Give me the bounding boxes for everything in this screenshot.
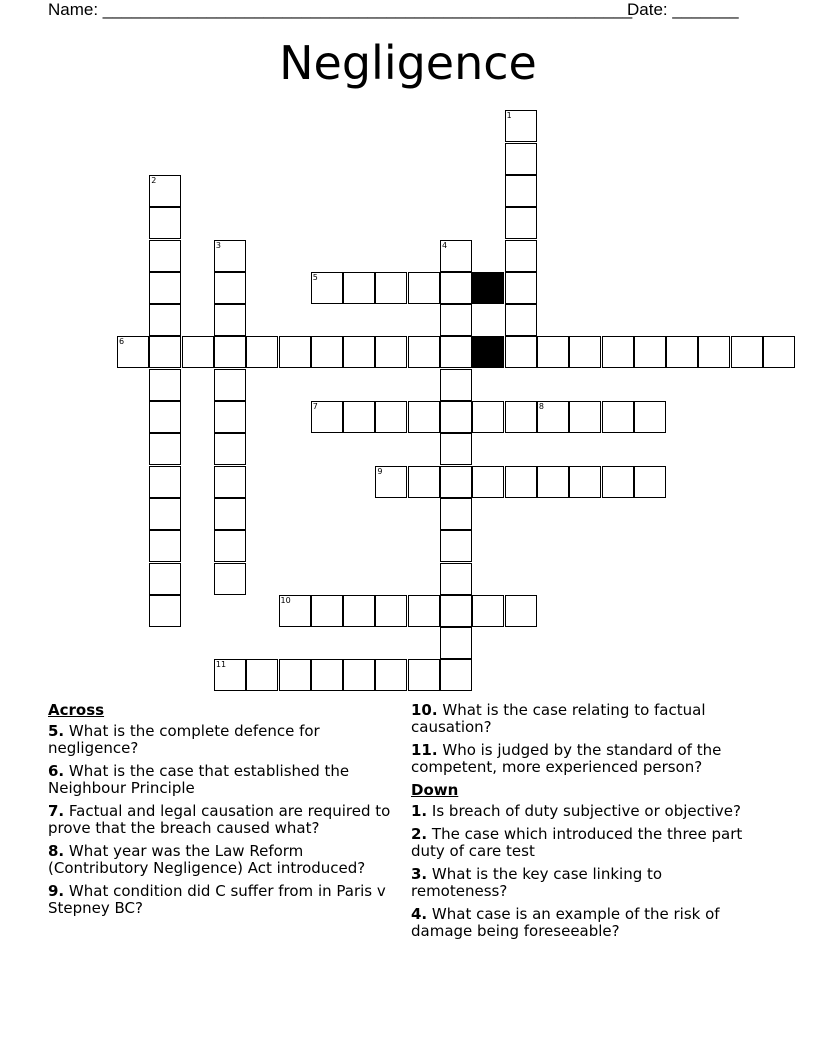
down-heading: Down bbox=[411, 781, 459, 799]
grid-cell[interactable] bbox=[214, 530, 246, 562]
grid-cell[interactable] bbox=[472, 595, 504, 627]
grid-cell[interactable] bbox=[440, 627, 472, 659]
clue-number: 11. bbox=[411, 741, 438, 759]
clue-number: 8. bbox=[48, 842, 65, 860]
cell-number: 1 bbox=[506, 111, 512, 121]
cell-number: 8 bbox=[538, 402, 544, 411]
grid-cell[interactable] bbox=[149, 498, 181, 530]
grid-cell[interactable] bbox=[505, 272, 537, 304]
grid-cell[interactable] bbox=[505, 336, 537, 368]
grid-cell[interactable] bbox=[246, 336, 278, 368]
grid-cell[interactable] bbox=[375, 595, 407, 627]
grid-cell[interactable] bbox=[279, 659, 311, 691]
grid-cell[interactable] bbox=[440, 240, 472, 272]
grid-cell[interactable] bbox=[602, 401, 634, 433]
clue-down-3 bbox=[411, 866, 756, 900]
grid-cell[interactable] bbox=[214, 433, 246, 465]
clue-across-5 bbox=[48, 723, 393, 757]
grid-cell[interactable] bbox=[440, 336, 472, 368]
cell-number: 5 bbox=[312, 272, 318, 282]
date-field[interactable]: Date: _______ bbox=[627, 0, 739, 19]
grid-cell[interactable] bbox=[343, 659, 375, 691]
clue-down-2 bbox=[411, 826, 756, 860]
clue-number: 3. bbox=[411, 865, 428, 883]
cell-number: 11 bbox=[215, 660, 227, 670]
grid-cell[interactable] bbox=[634, 336, 666, 368]
grid-cell[interactable] bbox=[214, 369, 246, 401]
clue-number: 4. bbox=[411, 905, 428, 923]
grid-cell[interactable] bbox=[505, 143, 537, 175]
grid-cell[interactable] bbox=[472, 401, 504, 433]
clue-down-1 bbox=[411, 803, 756, 820]
grid-cell[interactable] bbox=[214, 336, 246, 368]
clue-text: Is breach of duty subjective or objective? bbox=[431, 802, 741, 820]
black-cell bbox=[472, 336, 504, 368]
grid-cell[interactable] bbox=[311, 595, 343, 627]
clue-number: 5. bbox=[48, 722, 65, 740]
clue-across-11 bbox=[411, 742, 756, 776]
cell-number: 6 bbox=[119, 337, 125, 347]
grid-cell[interactable] bbox=[343, 595, 375, 627]
grid-cell[interactable] bbox=[472, 466, 504, 498]
grid-cell[interactable] bbox=[149, 466, 181, 498]
clue-number: 7. bbox=[48, 802, 65, 820]
clue-number: 9. bbox=[48, 882, 65, 900]
grid-cell[interactable] bbox=[214, 272, 246, 304]
grid-cell[interactable] bbox=[214, 240, 246, 272]
grid-cell[interactable] bbox=[440, 401, 472, 433]
grid-cell[interactable] bbox=[634, 401, 666, 433]
cell-number: 2 bbox=[151, 175, 157, 185]
grid-cell[interactable] bbox=[279, 595, 311, 627]
grid-cell[interactable] bbox=[214, 304, 246, 336]
grid-cell[interactable] bbox=[149, 240, 181, 272]
grid-cell[interactable] bbox=[311, 401, 343, 433]
clue-text: Factual and legal causation are required to prove that the breach caused what? bbox=[48, 802, 391, 837]
clue-text: What is the case that established the Neighbour Principle bbox=[48, 762, 350, 797]
grid-cell[interactable] bbox=[440, 498, 472, 530]
grid-cell[interactable] bbox=[763, 336, 795, 368]
clue-across-10 bbox=[411, 702, 756, 736]
grid-cell[interactable] bbox=[569, 401, 601, 433]
clue-number: 10. bbox=[411, 701, 438, 719]
clue-text: What is the case relating to factual causation? bbox=[411, 701, 706, 736]
grid-cell[interactable] bbox=[149, 336, 181, 368]
grid-cell[interactable] bbox=[343, 401, 375, 433]
grid-cell[interactable] bbox=[375, 272, 407, 304]
cell-number: 7 bbox=[312, 402, 318, 411]
grid-cell[interactable] bbox=[149, 401, 181, 433]
grid-cell[interactable] bbox=[408, 595, 440, 627]
clue-text: What condition did C suffer from in Paris v Stepney BC? bbox=[48, 882, 386, 917]
grid-cell[interactable] bbox=[182, 336, 214, 368]
grid-cell[interactable] bbox=[214, 563, 246, 595]
grid-cell[interactable] bbox=[602, 466, 634, 498]
clue-text: What year was the Law Reform (Contributory Negligence) Act introduced? bbox=[48, 842, 366, 877]
clue-text: What case is an example of the risk of damage being foreseeable? bbox=[411, 905, 720, 940]
grid-cell[interactable] bbox=[149, 304, 181, 336]
grid-cell[interactable] bbox=[440, 530, 472, 562]
grid-cell[interactable] bbox=[505, 595, 537, 627]
grid-cell[interactable] bbox=[408, 659, 440, 691]
grid-cell[interactable] bbox=[602, 336, 634, 368]
grid-cell[interactable] bbox=[505, 466, 537, 498]
grid-cell[interactable] bbox=[505, 401, 537, 433]
clues-left-column bbox=[48, 702, 393, 923]
grid-cell[interactable] bbox=[343, 336, 375, 368]
grid-cell[interactable] bbox=[666, 336, 698, 368]
grid-cell[interactable] bbox=[440, 595, 472, 627]
grid-cell[interactable] bbox=[505, 175, 537, 207]
clue-down-4 bbox=[411, 906, 756, 940]
clue-across-6 bbox=[48, 763, 393, 797]
grid-cell[interactable] bbox=[505, 304, 537, 336]
grid-cell[interactable] bbox=[440, 659, 472, 691]
grid-cell[interactable] bbox=[537, 401, 569, 433]
clue-across-8 bbox=[48, 843, 393, 877]
clue-text: Who is judged by the standard of the competent, more experienced person? bbox=[411, 741, 722, 776]
across-heading: Across bbox=[48, 701, 105, 719]
grid-cell[interactable] bbox=[698, 336, 730, 368]
grid-cell[interactable] bbox=[408, 336, 440, 368]
grid-cell[interactable] bbox=[149, 207, 181, 239]
grid-cell[interactable] bbox=[569, 466, 601, 498]
grid-cell[interactable] bbox=[440, 563, 472, 595]
grid-cell[interactable] bbox=[375, 401, 407, 433]
clue-text: What is the complete defence for negligence? bbox=[48, 722, 320, 757]
clue-number: 6. bbox=[48, 762, 65, 780]
grid-cell[interactable] bbox=[149, 433, 181, 465]
grid-cell[interactable] bbox=[440, 433, 472, 465]
page-title: Negligence bbox=[279, 36, 537, 90]
grid-cell[interactable] bbox=[569, 336, 601, 368]
grid-cell[interactable] bbox=[311, 659, 343, 691]
cell-number: 4 bbox=[442, 240, 448, 250]
clue-across-7 bbox=[48, 803, 393, 837]
grid-cell[interactable] bbox=[214, 498, 246, 530]
grid-cell[interactable] bbox=[117, 336, 149, 368]
grid-cell[interactable] bbox=[375, 466, 407, 498]
grid-cell[interactable] bbox=[408, 272, 440, 304]
black-cell bbox=[472, 272, 504, 304]
cell-number: 3 bbox=[215, 240, 221, 250]
grid-cell[interactable] bbox=[375, 336, 407, 368]
name-field[interactable]: Name: ________________________________________________________ bbox=[48, 0, 633, 19]
grid-cell[interactable] bbox=[149, 369, 181, 401]
clues-right-column bbox=[411, 702, 756, 946]
grid-cell[interactable] bbox=[731, 336, 763, 368]
grid-cell[interactable] bbox=[214, 659, 246, 691]
cell-number: 9 bbox=[377, 466, 383, 476]
grid-cell[interactable] bbox=[440, 304, 472, 336]
grid-cell[interactable] bbox=[634, 466, 666, 498]
grid-cell[interactable] bbox=[246, 659, 278, 691]
clue-text: The case which introduced the three part duty of care test bbox=[411, 825, 743, 860]
cell-number: 10 bbox=[280, 595, 291, 605]
grid-cell[interactable] bbox=[149, 595, 181, 627]
grid-cell[interactable] bbox=[537, 336, 569, 368]
grid-cell[interactable] bbox=[440, 369, 472, 401]
grid-cell[interactable] bbox=[505, 240, 537, 272]
grid-cell[interactable] bbox=[505, 207, 537, 239]
grid-cell[interactable] bbox=[440, 272, 472, 304]
clue-text: What is the key case linking to remoteness? bbox=[411, 865, 663, 900]
grid-cell[interactable] bbox=[408, 401, 440, 433]
grid-cell[interactable] bbox=[440, 466, 472, 498]
grid-cell[interactable] bbox=[537, 466, 569, 498]
grid-cell[interactable] bbox=[149, 563, 181, 595]
clue-number: 1. bbox=[411, 802, 428, 820]
grid-cell[interactable] bbox=[311, 272, 343, 304]
clue-across-9 bbox=[48, 883, 393, 917]
grid-cell[interactable] bbox=[408, 466, 440, 498]
grid-cell[interactable] bbox=[279, 336, 311, 368]
grid-cell[interactable] bbox=[149, 175, 181, 207]
grid-cell[interactable] bbox=[375, 659, 407, 691]
grid-cell[interactable] bbox=[214, 466, 246, 498]
grid-cell[interactable] bbox=[149, 530, 181, 562]
grid-cell[interactable] bbox=[149, 272, 181, 304]
grid-cell[interactable] bbox=[343, 272, 375, 304]
grid-cell[interactable] bbox=[311, 336, 343, 368]
clue-number: 2. bbox=[411, 825, 428, 843]
grid-cell[interactable] bbox=[505, 110, 537, 142]
grid-cell[interactable] bbox=[214, 401, 246, 433]
